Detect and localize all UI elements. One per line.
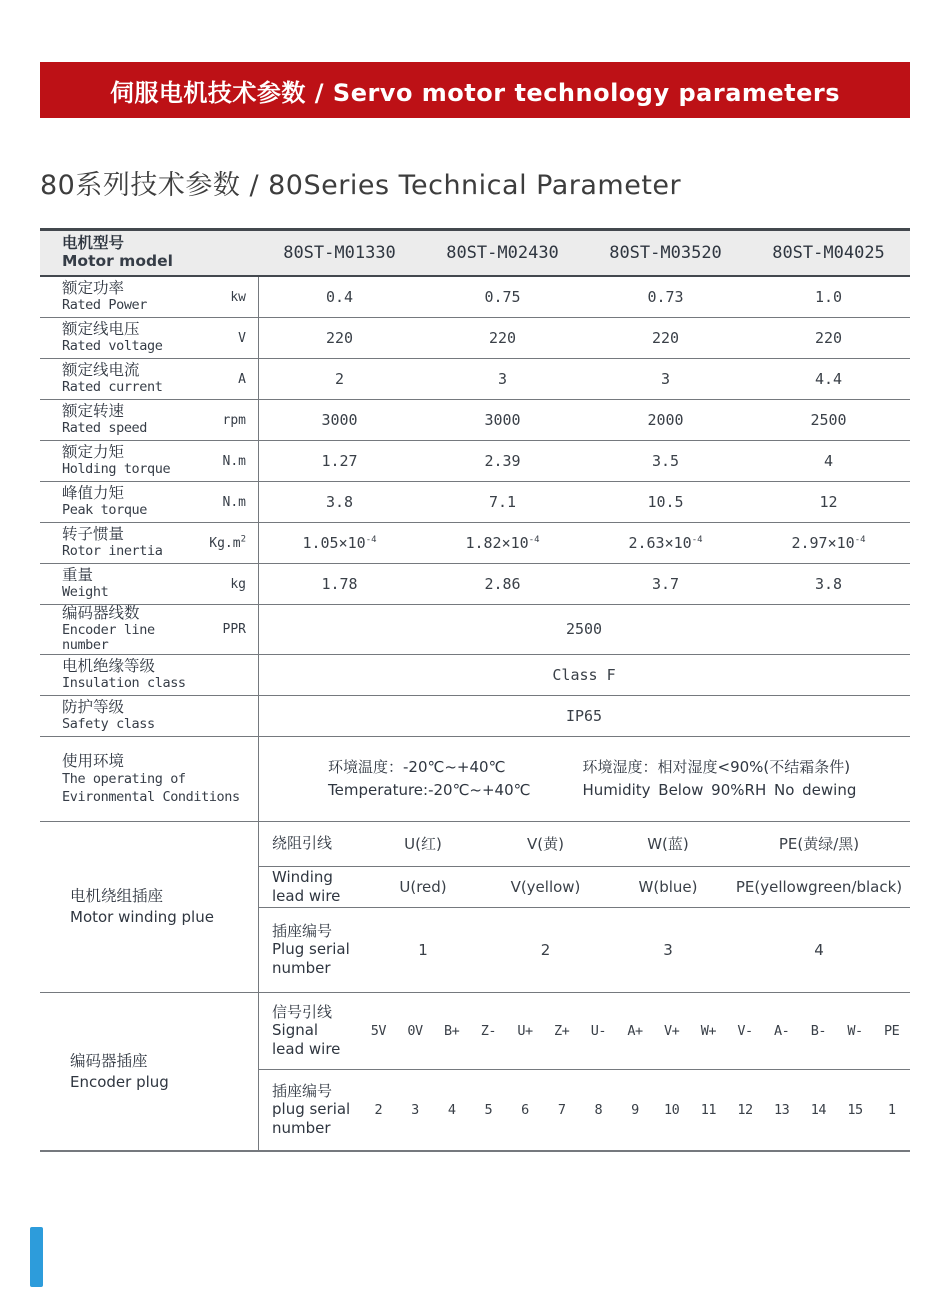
row-label-en: Encoder line number xyxy=(62,621,155,654)
cell-value: W- xyxy=(847,1022,863,1039)
table-row-holding-torque xyxy=(40,440,910,481)
row-label xyxy=(40,321,190,354)
cell-value: 14 xyxy=(810,1101,826,1118)
cell-value: 15 xyxy=(847,1101,863,1118)
cell-value: 1 xyxy=(418,940,428,959)
cell-value: 0.75 xyxy=(484,288,521,306)
subrow-label: 信号引线 Signal lead wire xyxy=(272,1002,341,1059)
table-row-rated-power xyxy=(40,275,910,317)
cell-value: U+ xyxy=(517,1022,533,1039)
page-title: 80系列技术参数 / 80Series Technical Parameter xyxy=(40,170,682,201)
cell-value: 10 xyxy=(664,1101,680,1118)
cell-value: 5 xyxy=(484,1101,493,1118)
row-label xyxy=(40,751,258,806)
table-row-environment xyxy=(40,736,910,821)
table-row-rotor-inertia xyxy=(40,522,910,563)
cell-value: $1.82\times 10^{-4}$ xyxy=(465,534,540,552)
row-label-en: Rated speed xyxy=(62,420,148,437)
row-label-en: Motor winding plue xyxy=(70,908,214,927)
cell-value: 220 xyxy=(651,329,680,347)
cell-value: $2.63\times 10^{-4}$ xyxy=(628,534,703,552)
row-unit: N.m xyxy=(222,453,246,469)
cell-value: Z- xyxy=(480,1022,496,1039)
row-unit: V xyxy=(238,330,246,346)
cell-value: 220 xyxy=(488,329,517,347)
row-label-en: Peak torque xyxy=(62,502,148,519)
cell-value: 3.5 xyxy=(651,452,680,470)
row-label-zh: 编码器线数 xyxy=(62,604,140,622)
cell-value: 220 xyxy=(325,329,354,347)
cell-value: $2.97\times 10^{-4}$ xyxy=(791,534,866,552)
row-unit: rpm xyxy=(222,412,246,428)
row-unit: kg xyxy=(230,576,246,592)
cell-value: W(blue) xyxy=(638,877,698,896)
humidity-spec xyxy=(583,756,857,803)
cell-value: 3 xyxy=(663,940,673,959)
cell-value: 3.8 xyxy=(814,575,843,593)
cell-value: 3 xyxy=(660,370,671,388)
row-label-zh: 额定线电流 xyxy=(62,361,140,380)
cell-value: Class F xyxy=(552,665,616,684)
cell-value: V(黄) xyxy=(527,835,564,854)
cell-value: 2 xyxy=(334,370,345,388)
cell-value: W+ xyxy=(700,1022,716,1039)
cell-value: 3000 xyxy=(484,411,521,429)
cell-value: 7 xyxy=(557,1101,566,1118)
humidity-en: Humidity Below 90%RH No dewing xyxy=(582,780,857,799)
cell-value: 2.39 xyxy=(484,452,521,470)
subrow-label: 插座编号 plug serial number xyxy=(272,1081,351,1138)
row-unit: kw xyxy=(230,289,246,305)
cell-value: 9 xyxy=(631,1101,639,1118)
cell-value: 0.4 xyxy=(325,288,354,306)
cell-value: 3 xyxy=(497,370,508,388)
cell-value: 4 xyxy=(823,452,834,470)
row-label-zh: 电机绝缘等级 xyxy=(62,657,156,676)
cell-value: 7.1 xyxy=(488,493,517,511)
table-row-weight xyxy=(40,563,910,604)
cell-value: U(red) xyxy=(399,877,447,896)
cell-value: V+ xyxy=(664,1022,680,1039)
encoder-plug-serial-row xyxy=(258,1069,910,1150)
model-column-header: 80ST-M03520 xyxy=(609,243,722,263)
winding-wire-row-en xyxy=(258,866,910,907)
cell-value: 2 xyxy=(540,940,551,959)
cell-value: B- xyxy=(810,1022,826,1039)
model-column-header: 80ST-M04025 xyxy=(772,243,885,263)
row-label xyxy=(40,886,258,927)
row-label xyxy=(40,526,190,559)
row-label-en: Rated Power xyxy=(62,297,148,314)
table-row-insulation-class xyxy=(40,654,910,695)
cell-value: PE(yellowgreen/black) xyxy=(735,877,903,896)
table-row-rated-speed xyxy=(40,399,910,440)
winding-subtable xyxy=(258,822,910,992)
table-row-encoder-plug xyxy=(40,992,910,1150)
cell-value: V- xyxy=(737,1022,753,1039)
model-column-header: 80ST-M01330 xyxy=(283,243,396,263)
cell-value: U- xyxy=(590,1022,606,1039)
cell-value: 12 xyxy=(737,1101,753,1118)
row-label-zh: 编码器插座 xyxy=(70,1051,148,1070)
cell-value: 6 xyxy=(521,1101,529,1118)
cell-value: 2 xyxy=(374,1101,383,1118)
row-label-zh: 额定力矩 xyxy=(62,443,125,462)
cell-value: V(yellow) xyxy=(510,877,581,896)
row-unit: A xyxy=(238,371,246,387)
cell-value: 1.27 xyxy=(321,452,358,470)
spec-table xyxy=(40,228,910,1152)
row-label-zh: 额定功率 xyxy=(62,279,125,298)
row-label-en: Holding torque xyxy=(62,461,171,478)
cell-value: PE(黄绿/黑) xyxy=(778,835,860,854)
header-label xyxy=(40,235,258,271)
encoder-subtable xyxy=(258,993,910,1150)
row-label-zh: 电机绕组插座 xyxy=(70,887,164,906)
cell-value: Z+ xyxy=(554,1022,570,1039)
row-label-en: Insulation class xyxy=(62,674,186,691)
row-label-en: Encoder plug xyxy=(70,1072,169,1091)
cell-value: 220 xyxy=(814,329,843,347)
cell-value: 3 xyxy=(411,1101,419,1118)
cell-value: 4.4 xyxy=(814,370,843,388)
table-row-rated-voltage xyxy=(40,317,910,358)
cell-value: 1 xyxy=(887,1101,896,1118)
table-row-peak-torque xyxy=(40,481,910,522)
row-label xyxy=(40,485,190,518)
row-label xyxy=(40,658,190,691)
row-label-en: Rotor inertia xyxy=(62,543,163,560)
row-label-en: The operating of xyxy=(62,771,186,788)
row-label-zh: 使用环境 xyxy=(62,752,125,771)
table-row-rated-current xyxy=(40,358,910,399)
row-label-en: Rated current xyxy=(62,379,163,396)
row-unit: $Kg.m^2$ xyxy=(209,534,246,551)
cell-value: B+ xyxy=(444,1022,460,1039)
signal-lead-wire-row xyxy=(258,993,910,1069)
winding-plug-serial-row xyxy=(258,907,910,992)
subrow-label: Winding lead wire xyxy=(272,868,341,905)
row-unit: N.m xyxy=(222,494,246,510)
cell-value: 5V xyxy=(370,1022,386,1039)
row-label-en: Evironmental Conditions xyxy=(62,788,240,805)
row-label-zh: 峰值力矩 xyxy=(62,484,125,503)
cell-value: A- xyxy=(774,1022,790,1039)
cell-value: $1.05\times 10^{-4}$ xyxy=(302,534,377,552)
winding-wire-row-zh xyxy=(258,822,910,866)
row-label xyxy=(40,1051,258,1092)
page-marker-decoration xyxy=(30,1227,43,1287)
cell-value: 4 xyxy=(814,940,824,959)
cell-value: 10.5 xyxy=(647,493,684,511)
subrow-label: 插座编号 Plug serial number xyxy=(272,921,350,978)
row-label xyxy=(40,605,190,654)
table-row-safety-class xyxy=(40,695,910,736)
row-label xyxy=(40,280,190,313)
cell-value: 12 xyxy=(819,493,838,511)
row-label-zh: 转子惯量 xyxy=(62,525,125,544)
table-row-winding-plug xyxy=(40,821,910,992)
row-label-en: Weight xyxy=(62,584,109,601)
row-label-en: Safety class xyxy=(62,715,155,732)
cell-value: U(红) xyxy=(404,835,442,854)
cell-value: 3.7 xyxy=(651,575,680,593)
row-label xyxy=(40,699,190,732)
header-label-zh: 电机型号 xyxy=(62,234,125,253)
temperature-zh: 环境温度：-20℃~+40℃ xyxy=(328,757,506,776)
row-label-zh: 重量 xyxy=(62,566,94,585)
cell-value: IP65 xyxy=(565,706,603,725)
row-label-zh: 额定线电压 xyxy=(62,320,140,339)
cell-value: 2500 xyxy=(810,411,847,429)
cell-value: 3.8 xyxy=(325,493,354,511)
row-label-en: Rated voltage xyxy=(62,338,163,355)
cell-value: 2000 xyxy=(647,411,684,429)
row-label-zh: 额定转速 xyxy=(62,402,125,421)
humidity-zh: 环境湿度：相对湿度<90%(不结霜条件) xyxy=(582,757,851,776)
cell-value: 2500 xyxy=(565,620,603,639)
model-column-header: 80ST-M02430 xyxy=(446,243,559,263)
row-label-zh: 防护等级 xyxy=(62,698,125,717)
table-row-encoder-line-number xyxy=(40,604,910,654)
cell-value: A+ xyxy=(627,1022,643,1039)
cell-value: W(蓝) xyxy=(647,835,689,854)
cell-value: 8 xyxy=(594,1101,603,1118)
subrow-label: 绕阻引线 xyxy=(272,834,333,853)
cell-value: 13 xyxy=(774,1101,790,1118)
title-banner xyxy=(40,62,910,118)
cell-value: PE xyxy=(884,1022,900,1039)
cell-value: 1.0 xyxy=(814,288,843,306)
environment-values xyxy=(258,756,910,803)
row-label xyxy=(40,403,190,436)
cell-value: 4 xyxy=(447,1101,456,1118)
table-header-row xyxy=(40,231,910,275)
row-label xyxy=(40,444,190,477)
cell-value: 2.86 xyxy=(484,575,521,593)
header-label-en: Motor model xyxy=(62,252,173,270)
cell-value: 1.78 xyxy=(321,575,358,593)
cell-value: 11 xyxy=(700,1101,716,1118)
cell-value: 0.73 xyxy=(647,288,684,306)
row-label xyxy=(40,362,190,395)
banner-title: 伺服电机技术参数 / Servo motor technology parameters xyxy=(109,78,841,107)
row-label xyxy=(40,567,190,600)
temperature-spec xyxy=(328,756,531,803)
cell-value: 3000 xyxy=(321,411,358,429)
cell-value: 0V xyxy=(407,1022,423,1039)
temperature-en: Temperature:-20℃~+40℃ xyxy=(328,780,531,799)
row-unit: PPR xyxy=(222,621,246,637)
